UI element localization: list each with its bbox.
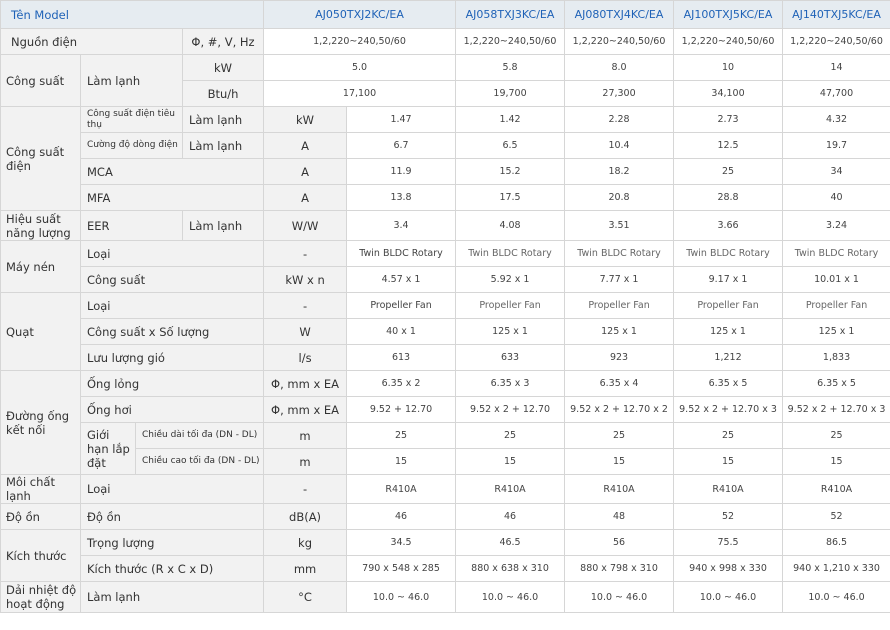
unit-cell: dB(A): [264, 504, 347, 530]
value-cell: R410A: [456, 475, 565, 504]
fan-type-label: Loại: [81, 293, 264, 319]
value-cell: R410A: [347, 475, 456, 504]
value-cell: 86.5: [783, 530, 890, 556]
value-cell: 4.08: [456, 211, 565, 241]
capacity-group: Công suất: [1, 55, 81, 107]
current-label: Cường độ dòng điện: [81, 133, 183, 159]
unit-cell: A: [264, 133, 347, 159]
value-cell: 6.7: [347, 133, 456, 159]
value-cell: 25: [674, 423, 783, 449]
unit-cell: m: [264, 449, 347, 475]
value-cell: 17.5: [456, 185, 565, 211]
value-cell: 40: [783, 185, 890, 211]
consumption-label: Công suất điện tiêu thụ: [81, 107, 183, 133]
unit-cell: -: [264, 241, 347, 267]
max-length-label: Chiều dài tối đa (DN - DL): [136, 423, 264, 449]
unit-cell: W/W: [264, 211, 347, 241]
value-cell: 9.17 x 1: [674, 267, 783, 293]
value-cell: Propeller Fan: [565, 293, 674, 319]
value-cell: 9.52 x 2 + 12.70 x 3: [674, 397, 783, 423]
capacity-cooling-label: Làm lạnh: [81, 55, 183, 107]
current-mode: Làm lạnh: [183, 133, 264, 159]
refrigerant-group: Môi chất lạnh: [1, 475, 81, 504]
value-cell: 4.32: [783, 107, 890, 133]
table-row: [1, 475, 890, 504]
value-cell: 25: [456, 423, 565, 449]
weight-label: Trọng lượng: [81, 530, 264, 556]
value-cell: 1,833: [783, 345, 890, 371]
value-cell: 3.51: [565, 211, 674, 241]
compressor-type-label: Loại: [81, 241, 264, 267]
table-row: [1, 133, 890, 159]
value-cell: 125 x 1: [783, 319, 890, 345]
value-cell: 10: [674, 55, 783, 81]
table-row: [1, 582, 890, 613]
table-row: [1, 319, 890, 345]
value-cell: 25: [783, 423, 890, 449]
value-cell: 34.5: [347, 530, 456, 556]
value-cell: Twin BLDC Rotary: [347, 241, 456, 267]
value-cell: 2.73: [674, 107, 783, 133]
power-source-label: Nguồn điện: [1, 29, 183, 55]
fan-airflow-label: Lưu lượng gió: [81, 345, 264, 371]
value-cell: 2.28: [565, 107, 674, 133]
value-cell: 5.0: [264, 55, 456, 81]
value-cell: 47,700: [783, 81, 890, 107]
value-cell: 18.2: [565, 159, 674, 185]
unit-cell: -: [264, 293, 347, 319]
table-row: [1, 530, 890, 556]
value-cell: 10.0 ~ 46.0: [456, 582, 565, 613]
value-cell: 15: [456, 449, 565, 475]
table-row: [1, 293, 890, 319]
value-cell: 1,2,220~240,50/60: [783, 29, 890, 55]
table-row: [1, 55, 890, 81]
unit-cell: -: [264, 475, 347, 504]
value-cell: 9.52 x 2 + 12.70 x 2: [565, 397, 674, 423]
table-row: [1, 29, 890, 55]
value-cell: 7.77 x 1: [565, 267, 674, 293]
value-cell: 613: [347, 345, 456, 371]
value-cell: 28.8: [674, 185, 783, 211]
unit-cell: l/s: [264, 345, 347, 371]
noise-group: Độ ồn: [1, 504, 81, 530]
value-cell: 10.0 ~ 46.0: [674, 582, 783, 613]
value-cell: Propeller Fan: [783, 293, 890, 319]
dimensions-group: Kích thước: [1, 530, 81, 582]
unit-cell: m: [264, 423, 347, 449]
unit-cell: kg: [264, 530, 347, 556]
value-cell: 48: [565, 504, 674, 530]
value-cell: Twin BLDC Rotary: [565, 241, 674, 267]
model-name: AJ050TXJ2KC/EA: [264, 1, 456, 29]
value-cell: 20.8: [565, 185, 674, 211]
value-cell: 1.42: [456, 107, 565, 133]
value-cell: 9.52 x 2 + 12.70 x 3: [783, 397, 890, 423]
value-cell: 15: [565, 449, 674, 475]
unit-cell: °C: [264, 582, 347, 613]
value-cell: 1,2,220~240,50/60: [674, 29, 783, 55]
value-cell: 633: [456, 345, 565, 371]
value-cell: 923: [565, 345, 674, 371]
table-row: [1, 107, 890, 133]
value-cell: 6.35 x 5: [783, 371, 890, 397]
value-cell: 8.0: [565, 55, 674, 81]
efficiency-group: Hiệu suất năng lượng: [1, 211, 81, 241]
table-row: [1, 397, 890, 423]
table-row: [1, 267, 890, 293]
value-cell: 19,700: [456, 81, 565, 107]
value-cell: 125 x 1: [674, 319, 783, 345]
value-cell: 6.35 x 5: [674, 371, 783, 397]
model-name: AJ058TXJ3KC/EA: [456, 1, 565, 29]
value-cell: 15: [674, 449, 783, 475]
unit-cell: mm: [264, 556, 347, 582]
value-cell: 19.7: [783, 133, 890, 159]
value-cell: 5.8: [456, 55, 565, 81]
value-cell: 6.5: [456, 133, 565, 159]
value-cell: Propeller Fan: [674, 293, 783, 319]
compressor-group: Máy nén: [1, 241, 81, 293]
eer-label: EER: [81, 211, 183, 241]
table-row: [1, 159, 890, 185]
value-cell: 1,2,220~240,50/60: [565, 29, 674, 55]
model-name: AJ080TXJ4KC/EA: [565, 1, 674, 29]
value-cell: 12.5: [674, 133, 783, 159]
max-height-label: Chiều cao tối đa (DN - DL): [136, 449, 264, 475]
value-cell: 10.4: [565, 133, 674, 159]
noise-label: Độ ồn: [81, 504, 264, 530]
value-cell: 1.47: [347, 107, 456, 133]
value-cell: Twin BLDC Rotary: [456, 241, 565, 267]
value-cell: 25: [565, 423, 674, 449]
value-cell: 10.0 ~ 46.0: [783, 582, 890, 613]
value-cell: 6.35 x 2: [347, 371, 456, 397]
value-cell: 940 x 998 x 330: [674, 556, 783, 582]
table-row: [1, 211, 890, 241]
table-row: [1, 371, 890, 397]
table-row: [1, 185, 890, 211]
table-row: [1, 423, 890, 449]
value-cell: 11.9: [347, 159, 456, 185]
value-cell: 3.4: [347, 211, 456, 241]
unit-cell: kW: [183, 55, 264, 81]
value-cell: 880 x 638 x 310: [456, 556, 565, 582]
value-cell: 15: [783, 449, 890, 475]
table-row: [1, 556, 890, 582]
header-row: [1, 1, 890, 29]
model-name: AJ140TXJ5KC/EA: [783, 1, 890, 29]
value-cell: 10.0 ~ 46.0: [565, 582, 674, 613]
electric-group: Công suất điện: [1, 107, 81, 211]
value-cell: 6.35 x 4: [565, 371, 674, 397]
value-cell: 940 x 1,210 x 330: [783, 556, 890, 582]
model-name: AJ100TXJ5KC/EA: [674, 1, 783, 29]
value-cell: R410A: [783, 475, 890, 504]
value-cell: Twin BLDC Rotary: [783, 241, 890, 267]
value-cell: 17,100: [264, 81, 456, 107]
mfa-label: MFA: [81, 185, 264, 211]
eer-mode: Làm lạnh: [183, 211, 264, 241]
fan-group: Quạt: [1, 293, 81, 371]
value-cell: Propeller Fan: [456, 293, 565, 319]
unit-cell: Φ, mm x EA: [264, 397, 347, 423]
unit-cell: kW: [264, 107, 347, 133]
install-limit-label: Giới hạn lắp đặt: [81, 423, 136, 475]
value-cell: 34,100: [674, 81, 783, 107]
consumption-mode: Làm lạnh: [183, 107, 264, 133]
operating-group: Dải nhiệt độ hoạt động: [1, 582, 81, 613]
refrigerant-type-label: Loại: [81, 475, 264, 504]
size-label: Kích thước (R x C x D): [81, 556, 264, 582]
value-cell: 15: [347, 449, 456, 475]
value-cell: 46: [456, 504, 565, 530]
gas-pipe-label: Ống hơi: [81, 397, 264, 423]
value-cell: 13.8: [347, 185, 456, 211]
value-cell: 14: [783, 55, 890, 81]
unit-cell: Φ, #, V, Hz: [183, 29, 264, 55]
unit-cell: Btu/h: [183, 81, 264, 107]
value-cell: 34: [783, 159, 890, 185]
value-cell: 4.57 x 1: [347, 267, 456, 293]
value-cell: 9.52 x 2 + 12.70: [456, 397, 565, 423]
value-cell: 46: [347, 504, 456, 530]
value-cell: 1,2,220~240,50/60: [264, 29, 456, 55]
value-cell: 27,300: [565, 81, 674, 107]
value-cell: 25: [674, 159, 783, 185]
table-row: [1, 345, 890, 371]
value-cell: 10.01 x 1: [783, 267, 890, 293]
value-cell: 9.52 + 12.70: [347, 397, 456, 423]
liquid-pipe-label: Ống lỏng: [81, 371, 264, 397]
compressor-output-label: Công suất: [81, 267, 264, 293]
piping-group: Đường ống kết nối: [1, 371, 81, 475]
fan-power-label: Công suất x Số lượng: [81, 319, 264, 345]
value-cell: 1,2,220~240,50/60: [456, 29, 565, 55]
value-cell: 125 x 1: [456, 319, 565, 345]
value-cell: 5.92 x 1: [456, 267, 565, 293]
table-row: [1, 241, 890, 267]
value-cell: 52: [783, 504, 890, 530]
value-cell: 40 x 1: [347, 319, 456, 345]
operating-cooling-label: Làm lạnh: [81, 582, 264, 613]
value-cell: 880 x 798 x 310: [565, 556, 674, 582]
value-cell: 10.0 ~ 46.0: [347, 582, 456, 613]
unit-cell: Φ, mm x EA: [264, 371, 347, 397]
model-label: Tên Model: [1, 1, 264, 29]
unit-cell: W: [264, 319, 347, 345]
unit-cell: kW x n: [264, 267, 347, 293]
value-cell: 1,212: [674, 345, 783, 371]
value-cell: 3.24: [783, 211, 890, 241]
value-cell: 6.35 x 3: [456, 371, 565, 397]
value-cell: 15.2: [456, 159, 565, 185]
value-cell: R410A: [565, 475, 674, 504]
unit-cell: A: [264, 185, 347, 211]
value-cell: 75.5: [674, 530, 783, 556]
value-cell: 790 x 548 x 285: [347, 556, 456, 582]
value-cell: 125 x 1: [565, 319, 674, 345]
value-cell: Propeller Fan: [347, 293, 456, 319]
mca-label: MCA: [81, 159, 264, 185]
value-cell: R410A: [674, 475, 783, 504]
value-cell: 52: [674, 504, 783, 530]
value-cell: Twin BLDC Rotary: [674, 241, 783, 267]
value-cell: 25: [347, 423, 456, 449]
value-cell: 46.5: [456, 530, 565, 556]
value-cell: 3.66: [674, 211, 783, 241]
value-cell: 56: [565, 530, 674, 556]
unit-cell: A: [264, 159, 347, 185]
table-row: [1, 504, 890, 530]
